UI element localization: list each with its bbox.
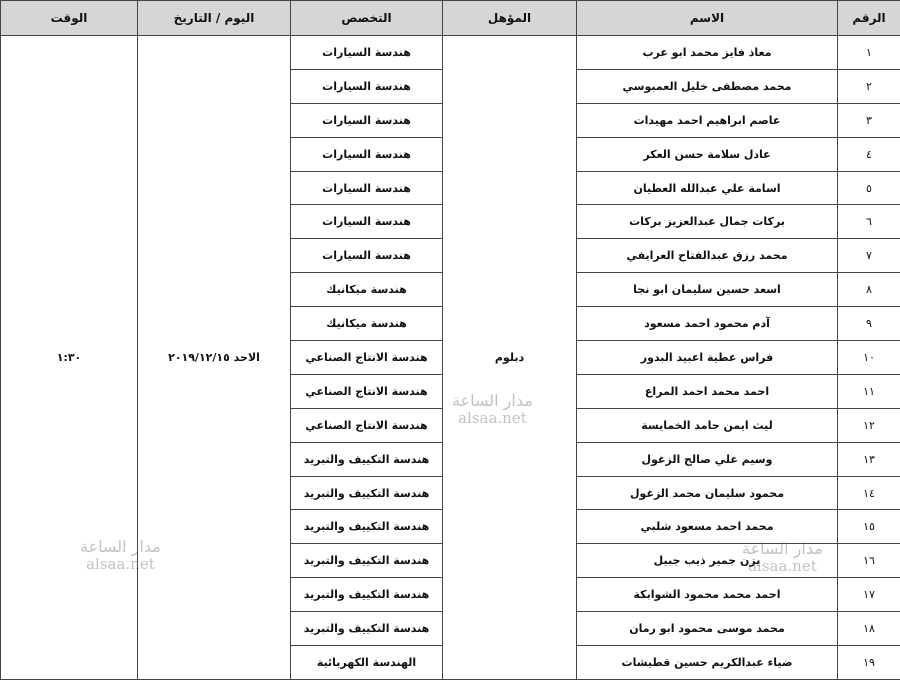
specialization-cell: هندسة السيارات (291, 137, 443, 171)
specialization-cell: هندسة السيارات (291, 239, 443, 273)
name-cell: احمد محمد محمود الشوابكة (577, 578, 838, 612)
specialization-cell: هندسة الانتاج الصناعي (291, 408, 443, 442)
qualification-cell: دبلوم (443, 36, 577, 680)
header-time: الوقت (1, 1, 138, 36)
name-cell: ضياء عبدالكريم حسين قطيشات (577, 646, 838, 680)
number-cell: ١٥ (838, 510, 900, 544)
specialization-cell: هندسة ميكانيك (291, 307, 443, 341)
specialization-cell: هندسة الانتاج الصناعي (291, 341, 443, 375)
specialization-cell: هندسة التكييف والتبريد (291, 442, 443, 476)
name-cell: وسيم علي صالح الزغول (577, 442, 838, 476)
number-cell: ١ (838, 36, 900, 70)
watermark: مدار الساعة alsaa.net (742, 540, 823, 574)
specialization-cell: هندسة التكييف والتبريد (291, 612, 443, 646)
number-cell: ٥ (838, 171, 900, 205)
name-cell: احمد محمد احمد المراع (577, 374, 838, 408)
table-body (1, 36, 900, 680)
name-cell: اسامة علي عبدالله العطيان (577, 171, 838, 205)
specialization-cell: هندسة التكييف والتبريد (291, 578, 443, 612)
number-cell: ٧ (838, 239, 900, 273)
number-cell: ٤ (838, 137, 900, 171)
time-cell: ١:٣٠ (1, 36, 138, 680)
name-cell: ليث ايمن حامد الخمايسة (577, 408, 838, 442)
name-cell: عادل سلامة حسن العكر (577, 137, 838, 171)
number-cell: ٩ (838, 307, 900, 341)
name-cell: فراس عطية اعبيد البدور (577, 341, 838, 375)
specialization-cell: هندسة السيارات (291, 103, 443, 137)
number-cell: ١٧ (838, 578, 900, 612)
name-cell: آدم محمود احمد مسعود (577, 307, 838, 341)
name-cell: عاصم ابراهيم احمد مهيدات (577, 103, 838, 137)
specialization-cell: الهندسة الكهربائية (291, 646, 443, 680)
name-cell: محمد رزق عبدالفتاح العرايفي (577, 239, 838, 273)
number-cell: ١٣ (838, 442, 900, 476)
specialization-cell: هندسة السيارات (291, 69, 443, 103)
watermark: مدار الساعة alsaa.net (80, 538, 161, 572)
specialization-cell: هندسة التكييف والتبريد (291, 510, 443, 544)
number-cell: ١٦ (838, 544, 900, 578)
number-cell: ١٢ (838, 408, 900, 442)
date-cell: الاحد ٢٠١٩/١٢/١٥ (138, 36, 291, 680)
number-cell: ١٨ (838, 612, 900, 646)
specialization-cell: هندسة السيارات (291, 36, 443, 70)
number-cell: ١٩ (838, 646, 900, 680)
name-cell: معاذ فايز محمد ابو عرب (577, 36, 838, 70)
header-specialization: التخصص (291, 1, 443, 36)
table-row (1, 36, 900, 70)
name-cell: يزن جمير ذيب جبيل (577, 544, 838, 578)
name-cell: محمد مصطفى خليل العمبوسي (577, 69, 838, 103)
number-cell: ٦ (838, 205, 900, 239)
number-cell: ١٤ (838, 476, 900, 510)
header-date: اليوم / التاريخ (138, 1, 291, 36)
number-cell: ٨ (838, 273, 900, 307)
name-cell: محمد احمد مسعود شلبي (577, 510, 838, 544)
name-cell: اسعد حسين سليمان ابو نجا (577, 273, 838, 307)
specialization-cell: هندسة السيارات (291, 205, 443, 239)
name-cell: محمود سليمان محمد الزغول (577, 476, 838, 510)
specialization-cell: هندسة التكييف والتبريد (291, 476, 443, 510)
name-cell: بركات جمال عبدالعزيز بركات (577, 205, 838, 239)
header-name: الاسم (577, 1, 838, 36)
specialization-cell: هندسة ميكانيك (291, 273, 443, 307)
specialization-cell: هندسة الانتاج الصناعي (291, 374, 443, 408)
specialization-cell: هندسة التكييف والتبريد (291, 544, 443, 578)
number-cell: ٢ (838, 69, 900, 103)
number-cell: ١١ (838, 374, 900, 408)
header-number: الرقم (838, 1, 900, 36)
name-cell: محمد موسى محمود ابو رمان (577, 612, 838, 646)
specialization-cell: هندسة السيارات (291, 171, 443, 205)
number-cell: ٣ (838, 103, 900, 137)
header-row (1, 1, 900, 36)
header-qualification: المؤهل (443, 1, 577, 36)
number-cell: ١٠ (838, 341, 900, 375)
watermark: مدار الساعة alsaa.net (452, 392, 533, 426)
